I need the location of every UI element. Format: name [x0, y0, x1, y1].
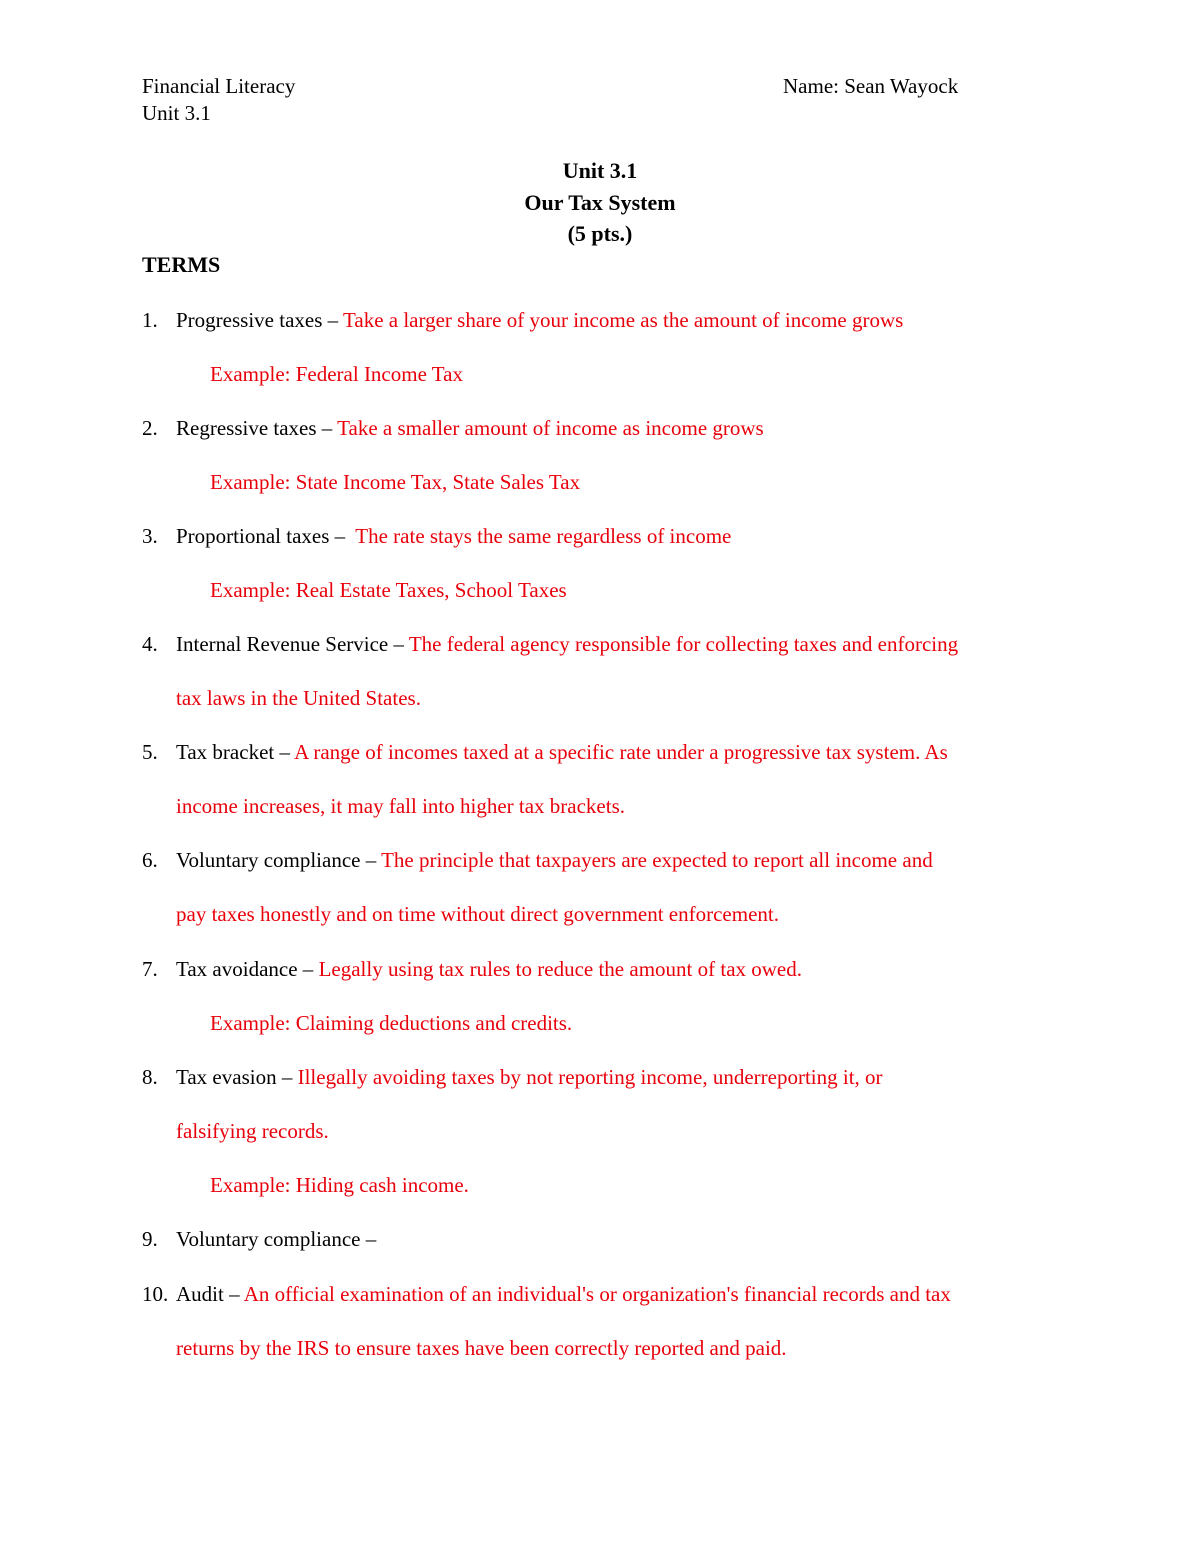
term-name: Tax avoidance – — [176, 957, 319, 981]
term-example: Example: State Income Tax, State Sales Tax — [210, 470, 581, 494]
term-definition: The federal agency responsible for collecting taxes and enforcing — [408, 632, 959, 656]
header-course: Financial Literacy — [142, 74, 296, 98]
term-definition: Take a larger share of your income as the amount of income grows — [343, 308, 904, 332]
term-definition: Legally using tax rules to reduce the amount of tax owed. — [318, 957, 803, 981]
term-line — [176, 955, 802, 983]
term-definition: A range of incomes taxed at a specific rate under a progressive tax system. As — [294, 740, 948, 764]
title-points: (5 pts.) — [567, 221, 633, 246]
term-line — [176, 1225, 376, 1253]
term-line — [176, 522, 731, 550]
term-number: 8. — [142, 1065, 158, 1089]
title-unit: Unit 3.1 — [562, 158, 638, 183]
term-name: Proportional taxes – — [176, 524, 356, 548]
term-name: Audit – — [176, 1282, 244, 1306]
title-topic: Our Tax System — [524, 189, 676, 215]
term-example: Example: Hiding cash income. — [210, 1173, 469, 1197]
term-line — [176, 306, 903, 334]
term-definition-continued: tax laws in the United States. — [176, 686, 421, 710]
term-line — [176, 1063, 883, 1091]
header-student-name: Name: Sean Wayock — [783, 74, 959, 98]
term-line — [176, 1280, 951, 1308]
term-definition-continued: pay taxes honestly and on time without direct government enforcement. — [176, 902, 779, 926]
term-definition: The rate stays the same regardless of income — [355, 524, 732, 548]
term-number: 7. — [142, 957, 158, 981]
term-name: Tax bracket – — [176, 740, 295, 764]
term-example: Example: Federal Income Tax — [210, 362, 463, 386]
term-example: Example: Claiming deductions and credits. — [210, 1011, 573, 1035]
term-number: 9. — [142, 1227, 158, 1251]
header-unit: Unit 3.1 — [142, 101, 211, 125]
term-number: 4. — [142, 632, 158, 656]
term-definition: An official examination of an individual's or organization's financial records and tax — [243, 1282, 951, 1306]
term-line — [176, 738, 948, 766]
term-definition: The principle that taxpayers are expected to report all income and — [381, 848, 933, 872]
term-name: Progressive taxes – — [176, 308, 344, 332]
term-number: 10. — [142, 1282, 169, 1306]
term-name: Tax evasion – — [176, 1065, 298, 1089]
term-definition: Take a smaller amount of income as income grows — [337, 416, 764, 440]
terms-heading: TERMS — [142, 252, 221, 277]
term-line — [176, 630, 958, 658]
term-number: 5. — [142, 740, 158, 764]
term-definition: Illegally avoiding taxes by not reporting income, underreporting it, or — [297, 1065, 883, 1089]
term-number: 1. — [142, 308, 158, 332]
term-definition-continued: income increases, it may fall into higher tax brackets. — [176, 794, 626, 818]
term-example: Example: Real Estate Taxes, School Taxes — [210, 578, 567, 602]
term-number: 3. — [142, 524, 158, 548]
term-definition-continued: returns by the IRS to ensure taxes have been correctly reported and paid. — [176, 1336, 787, 1360]
term-name: Internal Revenue Service – — [176, 632, 409, 656]
term-definition-continued: falsifying records. — [176, 1119, 329, 1143]
term-name: Voluntary compliance – — [176, 1227, 377, 1251]
term-number: 2. — [142, 416, 158, 440]
term-number: 6. — [142, 848, 158, 872]
term-name: Voluntary compliance – — [176, 848, 382, 872]
term-line — [176, 414, 764, 442]
term-line — [176, 846, 933, 874]
term-name: Regressive taxes – — [176, 416, 338, 440]
title-block — [0, 155, 1200, 250]
